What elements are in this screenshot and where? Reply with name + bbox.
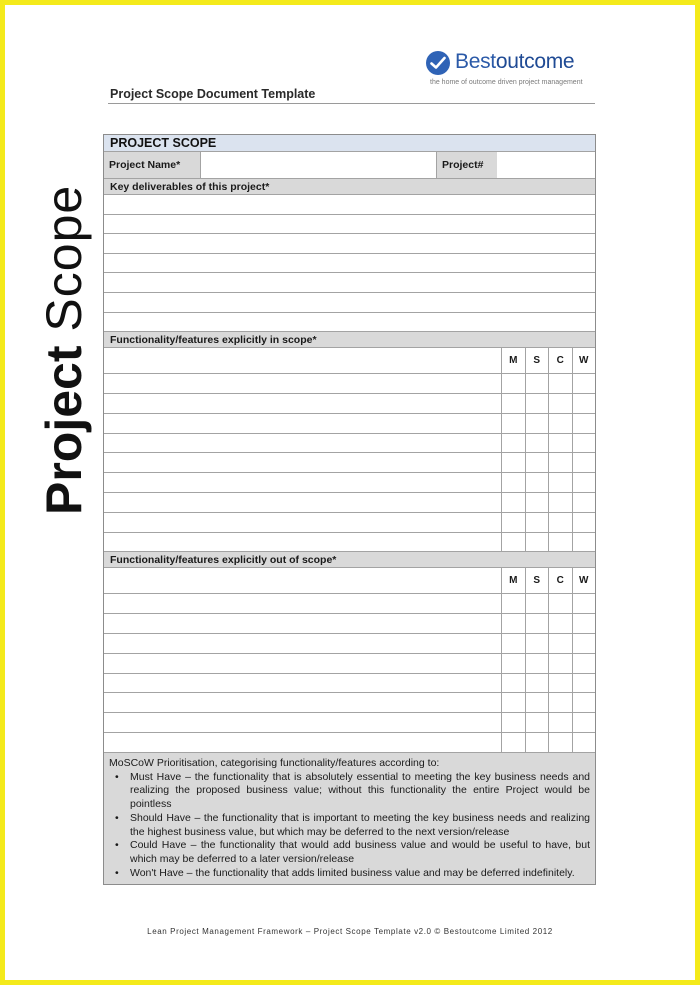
c-cell[interactable] [548,594,572,613]
out-scope-row [104,654,595,674]
out-scope-row [104,614,595,634]
s-cell[interactable] [525,493,549,512]
in-scope-line[interactable] [104,453,501,472]
moscow-description: – the functionality that is important to meeting the key business needs and realizing the highest business value, but which may be deferred to the next version/release [130,811,590,838]
c-cell[interactable] [548,654,572,673]
in-scope-row [104,513,595,533]
s-cell[interactable] [525,414,549,433]
s-cell[interactable] [525,513,549,532]
moscow-term: Won't Have [130,867,184,880]
in-scope-line[interactable] [104,374,501,393]
c-cell[interactable] [548,674,572,693]
c-cell[interactable] [548,713,572,732]
out-scope-row [104,713,595,733]
bestoutcome-logo [426,49,596,91]
logo-tagline: the home of outcome driven project management [430,79,583,86]
in-scope-row [104,434,595,454]
s-cell[interactable] [525,594,549,613]
in-scope-line[interactable] [104,533,501,552]
in-scope-line[interactable] [104,348,501,373]
in-scope-line[interactable] [104,513,501,532]
checkmark-icon [426,51,450,75]
w-cell[interactable] [572,414,596,433]
logo-name-part2: outcome [495,50,575,73]
s-cell[interactable] [525,634,549,653]
moscow-list [109,771,590,881]
out-scope-line[interactable] [104,693,501,712]
moscow-intro: MoSCoW Prioritisation, categorising functionality/features according to: [109,756,440,769]
w-cell[interactable] [572,453,596,472]
s-cell[interactable] [525,693,549,712]
deliverable-line[interactable] [104,215,595,235]
project-scope-form [103,134,596,885]
s-cell[interactable] [525,473,549,492]
project-name-field[interactable] [200,152,437,178]
m-cell[interactable] [501,614,525,633]
in-scope-line[interactable] [104,434,501,453]
in-scope-line[interactable] [104,394,501,413]
out-scope-line[interactable] [104,614,501,633]
m-cell[interactable] [501,634,525,653]
in-scope-column-header [104,348,595,374]
out-scope-line[interactable] [104,594,501,613]
moscow-legend [104,753,595,884]
m-cell[interactable] [501,493,525,512]
m-cell[interactable] [501,414,525,433]
moscow-term: Could Have [130,839,187,852]
m-cell[interactable] [501,434,525,453]
in-scope-line[interactable] [104,493,501,512]
c-cell[interactable] [548,533,572,552]
in-scope-row [104,473,595,493]
s-cell[interactable] [525,674,549,693]
c-cell[interactable] [548,374,572,393]
c-cell[interactable] [548,513,572,532]
w-cell[interactable] [572,374,596,393]
column-w: W [572,568,596,593]
column-m: M [501,348,525,373]
s-cell[interactable] [525,614,549,633]
in-scope-row [104,493,595,513]
m-cell[interactable] [501,733,525,752]
m-cell[interactable] [501,594,525,613]
document-page [5,5,695,980]
in-scope-row [104,374,595,394]
moscow-item-should [109,812,590,840]
side-title-bold: Project [36,345,92,515]
column-s: S [525,568,549,593]
s-cell[interactable] [525,654,549,673]
moscow-description: – the functionality that is absolutely essential to meeting the key business needs and realizing the proposed business value; without this functionality the entire Project would be pointless [130,770,590,811]
out-scope-line[interactable] [104,674,501,693]
c-cell[interactable] [548,414,572,433]
logo-name-part1: Best [455,50,496,73]
document-title: Project Scope Document Template [110,87,316,101]
m-cell[interactable] [501,693,525,712]
w-cell[interactable] [572,733,596,752]
column-w: W [572,348,596,373]
out-scope-row [104,594,595,614]
side-title [36,184,92,515]
out-scope-line[interactable] [104,568,501,593]
out-scope-line[interactable] [104,654,501,673]
c-cell[interactable] [548,634,572,653]
in-scope-row [104,414,595,434]
w-cell[interactable] [572,513,596,532]
c-cell[interactable] [548,473,572,492]
w-cell[interactable] [572,434,596,453]
s-cell[interactable] [525,453,549,472]
w-cell[interactable] [572,654,596,673]
out-scope-column-header [104,568,595,594]
w-cell[interactable] [572,693,596,712]
in-scope-row [104,533,595,553]
deliverable-line[interactable] [104,234,595,254]
c-cell[interactable] [548,493,572,512]
m-cell[interactable] [501,374,525,393]
m-cell[interactable] [501,674,525,693]
form-heading: PROJECT SCOPE [104,135,595,152]
deliverable-line[interactable] [104,273,595,293]
w-cell[interactable] [572,493,596,512]
column-m: M [501,568,525,593]
page-footer: Lean Project Management Framework – Project Scope Template v2.0 © Bestoutcome Limited 2012 [147,927,553,936]
deliverable-line[interactable] [104,313,595,333]
in-scope-line[interactable] [104,473,501,492]
m-cell[interactable] [501,453,525,472]
w-cell[interactable] [572,394,596,413]
in-scope-row [104,453,595,473]
out-scope-line[interactable] [104,713,501,732]
m-cell[interactable] [501,654,525,673]
out-scope-line[interactable] [104,733,501,752]
deliverables-section-header: Key deliverables of this project* [104,179,595,195]
column-s: S [525,348,549,373]
w-cell[interactable] [572,713,596,732]
moscow-description: – the functionality that adds limited business value and may be deferred indefinitely. [183,867,575,880]
out-scope-row [104,674,595,694]
column-c: C [548,568,572,593]
in-scope-section-header: Functionality/features explicitly in scope* [104,332,595,348]
project-number-label: Project# [437,152,497,178]
c-cell[interactable] [548,733,572,752]
moscow-term: Must Have [130,770,182,783]
w-cell[interactable] [572,533,596,552]
c-cell[interactable] [548,394,572,413]
title-divider [108,103,595,104]
c-cell[interactable] [548,453,572,472]
w-cell[interactable] [572,614,596,633]
s-cell[interactable] [525,733,549,752]
project-name-label: Project Name* [104,152,200,178]
m-cell[interactable] [501,513,525,532]
deliverable-line[interactable] [104,195,595,215]
moscow-description: – the functionality that would add business value and would be useful to have, but which may be deferred to a later version/release [130,839,590,866]
project-number-field[interactable] [497,152,595,178]
s-cell[interactable] [525,374,549,393]
moscow-item-wont [109,867,590,881]
moscow-item-could [109,839,590,867]
w-cell[interactable] [572,594,596,613]
m-cell[interactable] [501,533,525,552]
moscow-term: Should Have [130,811,191,824]
s-cell[interactable] [525,394,549,413]
s-cell[interactable] [525,533,549,552]
c-cell[interactable] [548,693,572,712]
out-scope-section-header: Functionality/features explicitly out of scope* [104,552,595,568]
c-cell[interactable] [548,614,572,633]
w-cell[interactable] [572,674,596,693]
s-cell[interactable] [525,434,549,453]
deliverable-line[interactable] [104,254,595,274]
c-cell[interactable] [548,434,572,453]
project-name-row [104,152,595,179]
moscow-item-must [109,771,590,812]
out-scope-line[interactable] [104,634,501,653]
m-cell[interactable] [501,473,525,492]
side-title-light: Scope [36,184,92,332]
w-cell[interactable] [572,473,596,492]
deliverable-line[interactable] [104,293,595,313]
w-cell[interactable] [572,634,596,653]
in-scope-row [104,394,595,414]
out-scope-row [104,693,595,713]
column-c: C [548,348,572,373]
logo-name [455,50,574,74]
m-cell[interactable] [501,713,525,732]
out-scope-row [104,634,595,654]
out-scope-row [104,733,595,753]
s-cell[interactable] [525,713,549,732]
m-cell[interactable] [501,394,525,413]
in-scope-line[interactable] [104,414,501,433]
